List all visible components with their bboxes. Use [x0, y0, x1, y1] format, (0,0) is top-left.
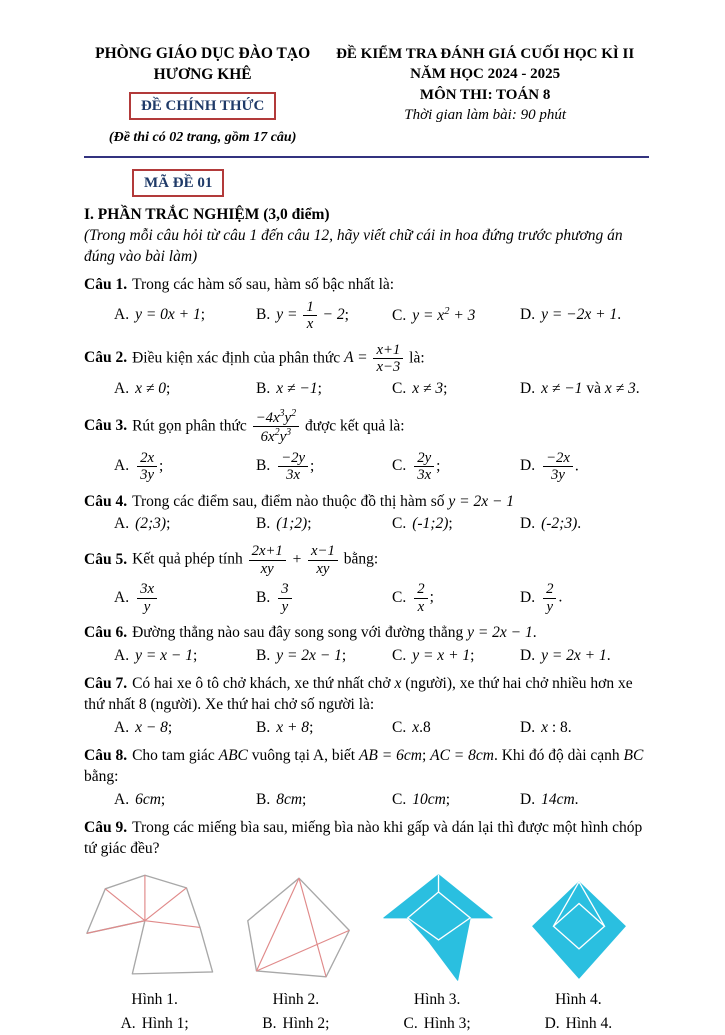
question-9-options: [84, 1014, 649, 1035]
question-8-option-d: D. 14cm.: [520, 790, 579, 808]
question-9: [84, 818, 649, 1035]
question-4-option-b: B. (1;2);: [256, 515, 312, 533]
question-9-option-d: D. Hình 4.: [544, 1015, 613, 1033]
exam-title-line1: ĐỀ KIỂM TRA ĐÁNH GIÁ CUỐI HỌC KÌ II: [336, 46, 635, 62]
question-3-text: Câu 3. Rút gọn phân thức $\frac{-4x^3y^2}{6x^2y^3}$ được kết quả là:: [84, 407, 405, 446]
question-7-label: Câu 7.: [84, 675, 128, 693]
question-6-options: [114, 646, 649, 667]
question-3-option-b: B. $\frac{-2y}{3x}$ ;: [256, 449, 315, 484]
question-6-option-a: A. y = x − 1;: [114, 647, 198, 665]
figure-caption-1: Hình 1.: [131, 990, 178, 1008]
question-5-option-c: C. $\frac{2}{x}$ ;: [392, 581, 434, 615]
question-3-option-a: A. $\frac{2x}{3y}$ ;: [114, 449, 164, 484]
question-7-option-a: A. x − 8;: [114, 719, 173, 736]
figure-captions: [84, 990, 649, 1011]
question-7-option-b: B. x + 8;: [256, 719, 314, 736]
question-7-option-d: D. x : 8.: [520, 719, 572, 736]
question-4-option-a: A. (2;3);: [114, 515, 171, 533]
question-9-label: Câu 9.: [84, 818, 128, 836]
question-8-text: Câu 8. Cho tam giác ABC vuông tại A, biết AB = 6cm; AC = 8cm. Khi đó độ dài cạnh BC bằng:: [84, 746, 644, 785]
figure-caption-4: Hình 4.: [555, 990, 602, 1008]
question-8-label: Câu 8.: [84, 746, 128, 764]
question-4-label: Câu 4.: [84, 492, 128, 510]
question-9-text: Câu 9. Trong các miếng bìa sau, miếng bìa nào khi gấp và dán lại thì được một hình chóp tứ giác đều?: [84, 818, 643, 857]
department-line2: HƯƠNG KHÊ: [153, 65, 252, 83]
hinh-2-net-figure: [241, 872, 357, 982]
question-1-option-d: D. y = −2x + 1.: [520, 306, 622, 324]
question-5-option-a: A. $\frac{3x}{y}$: [114, 580, 256, 616]
department-line1: PHÒNG GIÁO DỤC ĐÀO TẠO: [95, 45, 311, 62]
header: [84, 44, 649, 148]
question-5: [84, 542, 649, 616]
question-6-option-d: D. y = 2x + 1.: [520, 647, 611, 665]
pages-note: (Đề thi có 02 trang, gồm 17 câu): [108, 130, 297, 146]
question-3-option-d: D. $\frac{-2x}{3y}$ .: [520, 449, 579, 484]
exam-title-line2: NĂM HỌC 2024 - 2025: [410, 66, 561, 83]
hinh-4-net-figure: [527, 878, 631, 982]
question-2-option-a: A. x ≠ 0;: [114, 379, 171, 397]
question-3-options: [114, 449, 649, 485]
question-2-options: [114, 379, 649, 400]
question-6-option-b: B. y = 2x − 1;: [256, 647, 347, 665]
question-6: [84, 623, 649, 667]
question-7: [84, 674, 649, 739]
question-1-options: [114, 298, 649, 334]
question-8: [84, 746, 649, 811]
figure-caption-3: Hình 3.: [413, 990, 461, 1008]
official-exam-box: ĐỀ CHÍNH THỨC: [129, 92, 276, 120]
question-5-text: Câu 5. Kết quả phép tính $\frac{2x+1}{xy}$ + $\frac{x-1}{xy}$ bằng:: [84, 543, 379, 577]
question-4-option-c: C. (-1;2);: [392, 515, 453, 533]
header-right: [321, 44, 649, 125]
question-6-option-c: C. y = x + 1;: [392, 647, 475, 665]
question-8-options: [114, 790, 649, 811]
question-8-option-b: B. 8cm;: [256, 790, 307, 808]
question-9-option-a: A. Hình 1;: [120, 1015, 189, 1033]
section-instruction: (Trong mỗi câu hỏi từ câu 1 đến câu 12, hãy viết chữ cái in hoa đứng trước phương án đúng vào bài làm): [84, 227, 623, 266]
question-2-text: Câu 2. Điều kiện xác định của phân thức A = $\frac{x+1}{x-3}$ là:: [84, 341, 425, 376]
question-4: [84, 492, 649, 536]
question-1-option-b: B. y = $\frac{1}{x}$ − 2;: [256, 298, 349, 333]
question-1-text: Câu 1. Trong các hàm số sau, hàm số bậc nhất là:: [84, 276, 395, 293]
question-1-option-c: C. $y = x^2 + 3$: [392, 305, 476, 325]
question-9-option-c: C. Hình 3;: [403, 1015, 471, 1033]
question-5-option-d: D. $\frac{2}{y}$ .: [520, 581, 563, 615]
header-left: [84, 44, 321, 148]
question-8-option-c: C. 10cm;: [392, 790, 451, 808]
question-3-option-c: C. $\frac{2y}{3x}$ ;: [392, 449, 441, 484]
question-7-option-c: C. x.8: [392, 719, 431, 736]
question-4-options: [114, 514, 649, 535]
exam-duration: Thời gian làm bài: 90 phút: [404, 106, 567, 123]
question-2-option-b: B. x ≠ −1;: [256, 379, 322, 397]
question-1: [84, 275, 649, 334]
question-8-option-a: A. 6cm;: [114, 790, 166, 808]
question-3: [84, 407, 649, 485]
question-4-option-d: D. (-2;3).: [520, 515, 582, 533]
question-5-option-b: B. $\frac{3}{y}$: [256, 580, 392, 616]
question-2-option-c: C. x ≠ 3;: [392, 379, 448, 397]
question-5-options: [114, 580, 649, 616]
hinh-3-net-figure: [379, 872, 499, 982]
question-2: [84, 341, 649, 400]
question-1-label: Câu 1.: [84, 276, 128, 293]
question-6-label: Câu 6.: [84, 624, 128, 642]
question-9-figures: [84, 872, 649, 982]
exam-code-box: MÃ ĐỀ 01: [132, 169, 224, 197]
question-2-option-d: D. x ≠ −1 và x ≠ 3.: [520, 379, 640, 397]
question-5-label: Câu 5.: [84, 550, 128, 568]
question-2-label: Câu 2.: [84, 349, 128, 367]
header-divider: [84, 156, 649, 158]
question-6-text: Câu 6. Đường thẳng nào sau đây song song với đường thẳng y = 2x − 1.: [84, 624, 537, 642]
code-box-wrap: [132, 163, 649, 197]
question-7-text: Câu 7. Có hai xe ô tô chở khách, xe thứ nhất chở x (người), xe thứ hai chở nhiều hơn xe thứ nhất 8 (người). Xe thứ hai chở số người là:: [84, 675, 633, 714]
figure-caption-2: Hình 2.: [272, 990, 320, 1008]
exam-subject: MÔN THI: TOÁN 8: [419, 86, 551, 103]
question-1-option-a: A. y = 0x + 1;: [114, 306, 206, 324]
question-4-text: Câu 4. Trong các điểm sau, điểm nào thuộc đồ thị hàm số y = 2x − 1: [84, 492, 515, 510]
question-7-options: [114, 718, 649, 739]
question-3-label: Câu 3.: [84, 417, 128, 435]
hinh-1-net-figure: [84, 872, 229, 982]
question-9-option-b: B. Hình 2;: [262, 1015, 330, 1033]
section-title: I. PHẦN TRẮC NGHIỆM (3,0 điểm): [84, 206, 330, 224]
